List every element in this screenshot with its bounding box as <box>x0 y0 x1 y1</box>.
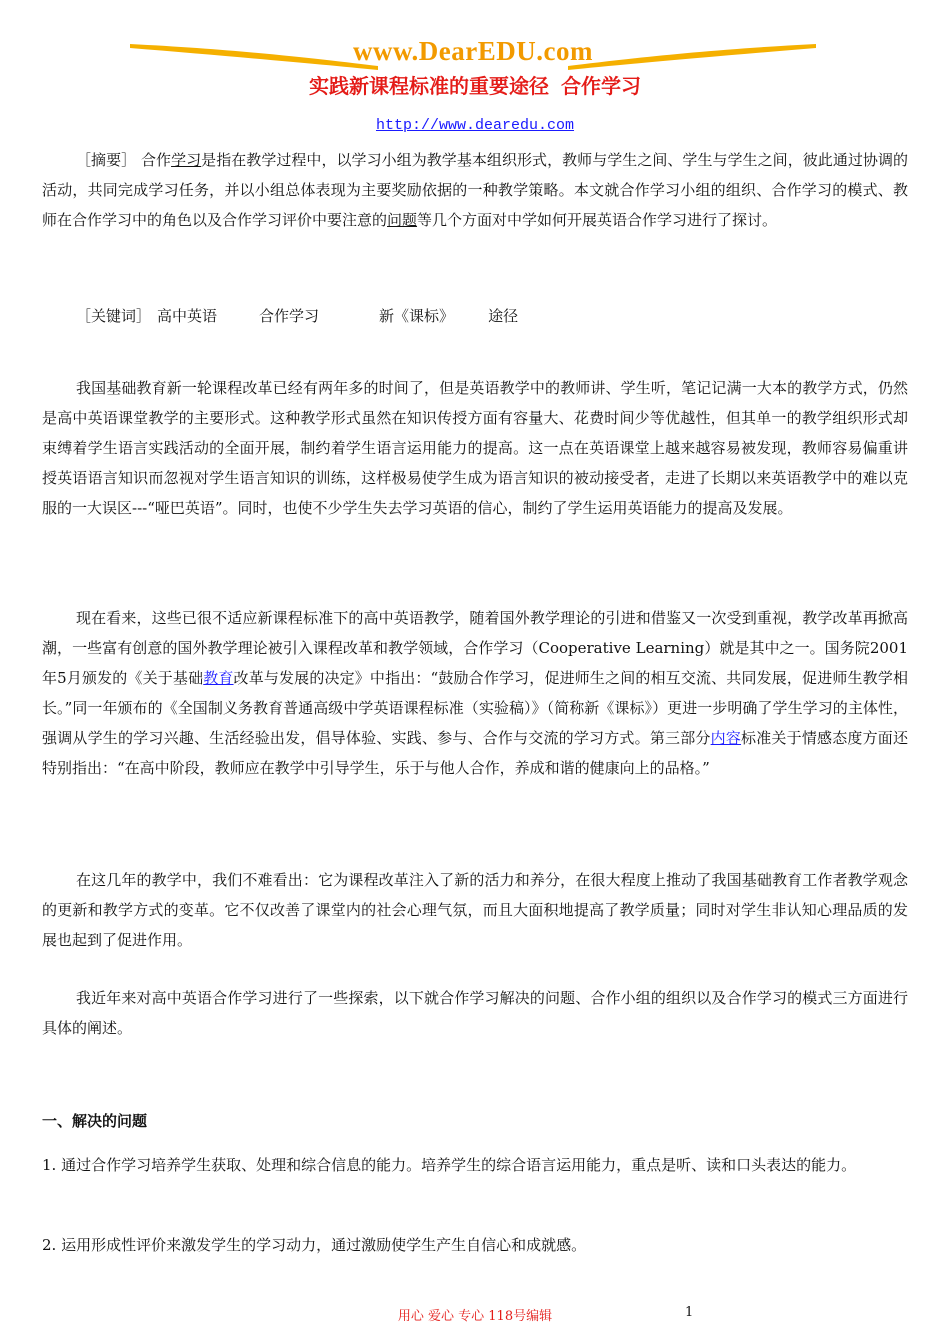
banner-logo-text: www.DearEDU.com <box>353 36 593 66</box>
source-url-link[interactable]: http://www.dearedu.com <box>375 117 575 134</box>
keywords-label: ［关键词］ <box>76 307 152 325</box>
abstract-label: ［摘要］ 合作 <box>76 151 172 169</box>
keyword-item: 途径 <box>488 307 519 325</box>
page-title <box>0 70 950 99</box>
keyword-item: 合作学习 <box>259 307 320 325</box>
keyword-item: 新《课标》 <box>379 307 455 325</box>
abstract-paragraph <box>42 145 908 235</box>
footer-slogan: 用心 爱心 专心 118号编辑 <box>397 1309 553 1324</box>
abstract-text: 是指在教学过程中，以学习小组为教学基本组织形式，教师与学生之间、学生与学生之间，彼此通过协调的活动，共同完成学习任务，并以小组总体表现为主要奖励依据的一种教学策略。本文就合作学习小组的组织、合作学习的模式、教师在合作学习中的角色以及合作学习评价中要注意的 <box>42 151 908 229</box>
body-paragraph-3: 在这几年的教学中，我们不难看出：它为课程改革注入了新的活力和养分，在很大程度上推动了我国基础教育工作者教学观念的更新和教学方式的变革。它不仅改善了课堂内的社会心理气氛，而且大面积地提高了教学质量；同时对学生非认知心理品质的发展也起到了促进作用。 <box>42 871 908 949</box>
p2-text-cont: 改革与发展的决定》中指出：“鼓励合作学习，促进师生之间的相互交流、共同发展，促进师生教学相长。”同一年颁布的《全国制义务教育普通高级中学英语课程标准（实验稿）》（简称新《课标》）更进一步明确了学生学习的主体性，强调从学生的学习兴趣、生活经验出发，倡导体验、实践、参与、合作与交流的学习方式。第三部分 <box>42 669 908 747</box>
title-sub: 合作学习 <box>561 74 641 98</box>
keyword-item: 高中英语 <box>157 307 218 325</box>
list-item: 1. 通过合作学习培养学生获取、处理和综合信息的能力。培养学生的综合语言运用能力，重点是听、读和口头表达的能力。 <box>42 1156 857 1174</box>
p2-link-jiaoyu[interactable]: 教育 <box>203 669 234 687</box>
abstract-text-end: 等几个方面对中学如何开展英语合作学习进行了探讨。 <box>417 211 778 229</box>
page-number: 1 <box>685 1305 694 1320</box>
site-banner <box>128 30 818 74</box>
keywords-line <box>76 304 518 328</box>
abstract-link-wenti[interactable]: 问题 <box>387 211 418 229</box>
p2-link-neirong[interactable]: 内容 <box>710 729 742 747</box>
list-item: 2. 运用形成性评价来激发学生的学习动力，通过激励使学生产生自信心和成就感。 <box>42 1236 587 1254</box>
body-paragraph-2 <box>42 603 908 783</box>
body-paragraph-1: 我国基础教育新一轮课程改革已经有两年多的时间了，但是英语教学中的教师讲、学生听，笔记记满一大本的教学方式，仍然是高中英语课堂教学的主要形式。这种教学形式虽然在知识传授方面有容量大、花费时间少等优越性，但其单一的教学组织形式却束缚着学生语言实践活动的全面开展，制约着学生语言运用能力的提高。这一点在英语课堂上越来越容易被发现，教师容易偏重讲授英语语言知识而忽视对学生语言知识的训练，这样极易使学生成为语言知识的被动接受者，走进了长期以来英语教学中的难以克服的一大误区---“哑巴英语”。同时，也使不少学生失去学习英语的信心，制约了学生运用英语能力的提高及发展。 <box>42 379 908 517</box>
section-heading: 一、解决的问题 <box>42 1112 148 1130</box>
body-paragraph-4: 我近年来对高中英语合作学习进行了一些探索，以下就合作学习解决的问题、合作小组的组织以及合作学习的模式三方面进行具体的阐述。 <box>42 989 908 1037</box>
title-main: 实践新课程标准的重要途径 <box>309 74 549 98</box>
p2-text-end: 标准关于情感态度方面还特别指出：“在高中阶段，教师应在教学中引导学生，乐于与他人合作，养成和谐的健康向上的品格。” <box>42 729 908 777</box>
abstract-link-xuexi[interactable]: 学习 <box>171 151 202 169</box>
p2-text: 现在看来，这些已很不适应新课程标准下的高中英语教学，随着国外教学理论的引进和借鉴又一次受到重视，教学改革再掀高潮，一些富有创意的国外教学理论被引入课程改革和教学领域，合作学习（Cooperative Learning）就是其中之一。国务院2001年5月颁发的《关于基础 <box>42 609 908 687</box>
